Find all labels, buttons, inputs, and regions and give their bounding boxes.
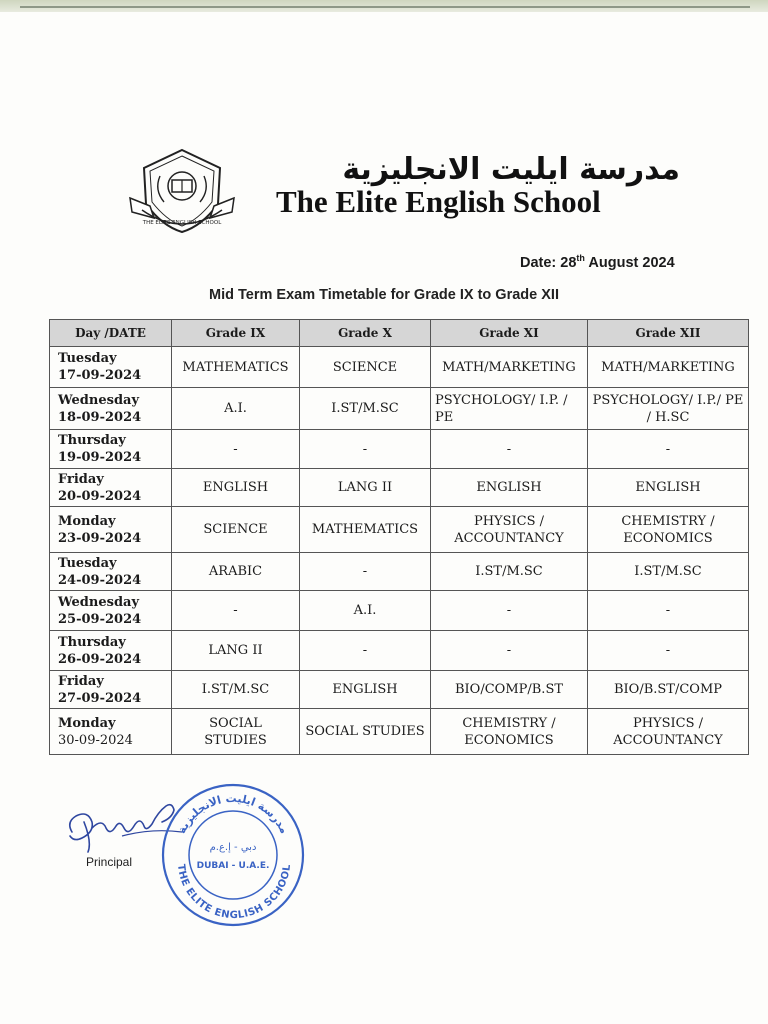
table-row	[50, 709, 749, 755]
table-row	[50, 631, 749, 671]
column-header-grade-ix: Grade IX	[172, 320, 300, 347]
day-date-cell: Tuesday 17-09-2024	[50, 347, 172, 388]
day-date-cell: Tuesday 24-09-2024	[50, 553, 172, 591]
grade-xi-cell: -	[431, 631, 588, 671]
grade-x-cell: MATHEMATICS	[300, 507, 431, 553]
grade-xi-cell: -	[431, 430, 588, 469]
grade-xii-cell: CHEMISTRY / ECONOMICS	[588, 507, 749, 553]
svg-text:THE ELITE ENGLISH SCHOOL: THE ELITE ENGLISH SCHOOL	[142, 220, 222, 226]
grade-x-cell: SCIENCE	[300, 347, 431, 388]
grade-x-cell: -	[300, 631, 431, 671]
grade-x-cell: -	[300, 553, 431, 591]
day-date-cell: Thursday 19-09-2024	[50, 430, 172, 469]
principal-label: Principal	[86, 855, 133, 869]
column-header-grade-x: Grade X	[300, 320, 431, 347]
document-date: Date: 28th August 2024	[520, 253, 675, 271]
grade-x-cell: I.ST/M.SC	[300, 388, 431, 430]
grade-x-cell: LANG II	[300, 469, 431, 507]
grade-xi-cell: CHEMISTRY / ECONOMICS	[431, 709, 588, 755]
school-name-english: The Elite English School	[276, 184, 601, 219]
grade-ix-cell: ENGLISH	[172, 469, 300, 507]
grade-x-cell: ENGLISH	[300, 671, 431, 709]
grade-xii-cell: -	[588, 631, 749, 671]
grade-ix-cell: SOCIAL STUDIES	[172, 709, 300, 755]
school-stamp	[158, 780, 308, 930]
grade-xii-cell: -	[588, 430, 749, 469]
table-row	[50, 507, 749, 553]
grade-xii-cell: BIO/B.ST/COMP	[588, 671, 749, 709]
school-crest-logo	[124, 146, 240, 236]
timetable-title: Mid Term Exam Timetable for Grade IX to Grade XII	[209, 287, 559, 303]
grade-xii-cell: PSYCHOLOGY/ I.P./ PE / H.SC	[588, 388, 749, 430]
grade-xi-cell: -	[431, 591, 588, 631]
grade-xii-cell: -	[588, 591, 749, 631]
school-name-arabic: مدرسة ايليت الانجليزية	[342, 152, 680, 187]
grade-xi-cell: BIO/COMP/B.ST	[431, 671, 588, 709]
grade-ix-cell: -	[172, 591, 300, 631]
grade-x-cell: SOCIAL STUDIES	[300, 709, 431, 755]
grade-xii-cell: MATH/MARKETING	[588, 347, 749, 388]
column-header-grade-xi: Grade XI	[431, 320, 588, 347]
grade-ix-cell: -	[172, 430, 300, 469]
grade-ix-cell: LANG II	[172, 631, 300, 671]
table-header-row	[50, 320, 749, 347]
column-header-day-date: Day /DATE	[50, 320, 172, 347]
table-row	[50, 347, 749, 388]
grade-xi-cell: PHYSICS / ACCOUNTANCY	[431, 507, 588, 553]
svg-text:مدرسة ايليت الانجليزية: مدرسة ايليت الانجليزية	[175, 791, 291, 836]
grade-ix-cell: ARABIC	[172, 553, 300, 591]
column-header-grade-xii: Grade XII	[588, 320, 749, 347]
grade-xii-cell: I.ST/M.SC	[588, 553, 749, 591]
day-date-cell: Friday 20-09-2024	[50, 469, 172, 507]
exam-timetable	[49, 319, 749, 755]
day-date-cell: Monday 30-09-2024	[50, 709, 172, 755]
grade-ix-cell: I.ST/M.SC	[172, 671, 300, 709]
table-row	[50, 388, 749, 430]
grade-ix-cell: SCIENCE	[172, 507, 300, 553]
table-row	[50, 553, 749, 591]
grade-xi-cell: MATH/MARKETING	[431, 347, 588, 388]
grade-x-cell: A.I.	[300, 591, 431, 631]
grade-ix-cell: A.I.	[172, 388, 300, 430]
table-row	[50, 469, 749, 507]
day-date-cell: Friday 27-09-2024	[50, 671, 172, 709]
grade-xii-cell: PHYSICS / ACCOUNTANCY	[588, 709, 749, 755]
grade-x-cell: -	[300, 430, 431, 469]
table-row	[50, 430, 749, 469]
svg-text:DUBAI - U.A.E.: DUBAI - U.A.E.	[196, 861, 270, 871]
grade-xii-cell: ENGLISH	[588, 469, 749, 507]
day-date-cell: Wednesday 25-09-2024	[50, 591, 172, 631]
svg-text:دبي - إ.ع.م: دبي - إ.ع.م	[209, 842, 257, 853]
grade-ix-cell: MATHEMATICS	[172, 347, 300, 388]
day-date-cell: Wednesday 18-09-2024	[50, 388, 172, 430]
table-row	[50, 591, 749, 631]
scan-edge-line	[20, 6, 750, 8]
svg-text:THE ELITE ENGLISH SCHOOL: THE ELITE ENGLISH SCHOOL	[174, 863, 294, 922]
grade-xi-cell: ENGLISH	[431, 469, 588, 507]
grade-xi-cell: I.ST/M.SC	[431, 553, 588, 591]
grade-xi-cell: PSYCHOLOGY/ I.P. / PE	[431, 388, 588, 430]
table-row	[50, 671, 749, 709]
day-date-cell: Thursday 26-09-2024	[50, 631, 172, 671]
day-date-cell: Monday 23-09-2024	[50, 507, 172, 553]
